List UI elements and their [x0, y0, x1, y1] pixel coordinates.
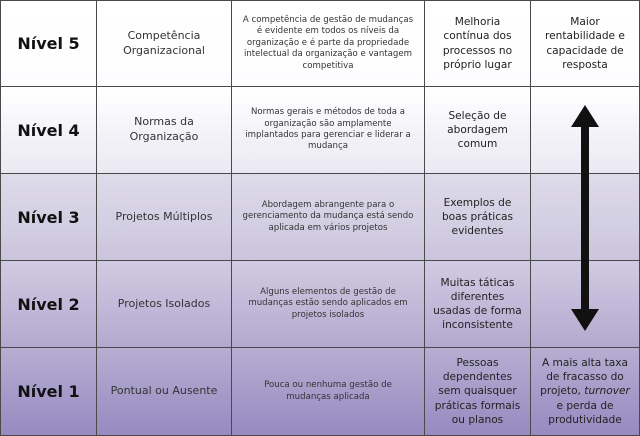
level-description: Pouca ou nenhuma gestão de mudanças aplicada	[232, 348, 425, 436]
level-label: Nível 3	[0, 174, 97, 261]
level-process: Melhoria contínua dos processos no próprio lugar	[425, 0, 531, 87]
level-name: Projetos Múltiplos	[97, 174, 232, 261]
level-result	[531, 174, 640, 261]
level-name: Projetos Isolados	[97, 261, 232, 348]
level-process: Pessoas dependentes sem quaisquer práticas formais ou planos	[425, 348, 531, 436]
level-description: A competência de gestão de mudanças é evidente em todos os níveis da organização e é parte da propriedade intelectual da organização e vantagem competitiva	[232, 0, 425, 87]
level-name: Pontual ou Ausente	[97, 348, 232, 436]
result-text-emphasis: turnover	[584, 385, 630, 398]
level-process: Seleção de abordagem comum	[425, 87, 531, 174]
level-label: Nível 4	[0, 87, 97, 174]
level-result	[531, 348, 640, 436]
level-process: Muitas táticas diferentes usadas de forma inconsistente	[425, 261, 531, 348]
result-text-pre: A mais alta taxa de fracasso do projeto,	[540, 357, 629, 398]
level-result	[531, 87, 640, 174]
level-result	[531, 261, 640, 348]
level-description: Abordagem abrangente para o gerenciamento da mudança está sendo aplicada em vários projetos	[232, 174, 425, 261]
level-process: Exemplos de boas práticas evidentes	[425, 174, 531, 261]
level-label: Nível 1	[0, 348, 97, 436]
level-label: Nível 5	[0, 0, 97, 87]
level-description: Normas gerais e métodos de toda a organização são amplamente implantados para gerenciar e liderar a mudança	[232, 87, 425, 174]
level-name: Normas da Organização	[97, 87, 232, 174]
level-label: Nível 2	[0, 261, 97, 348]
level-result: Maior rentabilidade e capacidade de resposta	[531, 0, 640, 87]
level-name: Competência Organizacional	[97, 0, 232, 87]
level-description: Alguns elementos de gestão de mudanças estão sendo aplicados em projetos isolados	[232, 261, 425, 348]
result-text-post: e perda de produtividade	[548, 399, 622, 426]
